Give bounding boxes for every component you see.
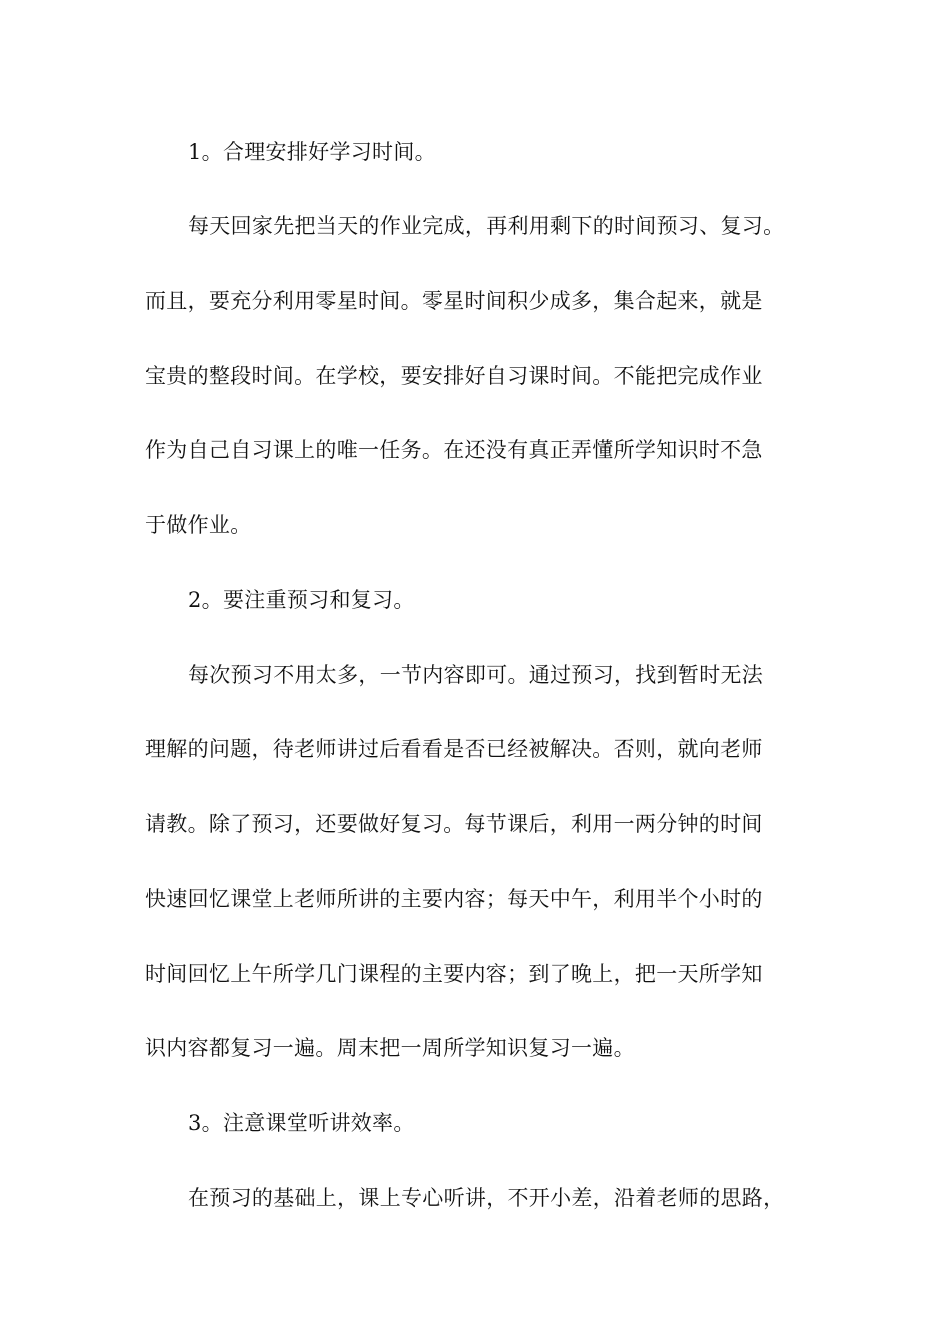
- paragraph-line: 时间回忆上午所学几门课程的主要内容；到了晚上，把一天所学知: [145, 962, 763, 986]
- paragraph-line: 作为自己自习课上的唯一任务。在还没有真正弄懂所学知识时不急: [145, 438, 763, 462]
- paragraph-line: 在预习的基础上，课上专心听讲，不开小差，沿着老师的思路，: [188, 1186, 785, 1210]
- paragraph-line: 每天回家先把当天的作业完成，再利用剩下的时间预习、复习。: [188, 214, 785, 238]
- heading-1: 1。合理安排好学习时间。: [188, 140, 436, 164]
- paragraph-line: 而且，要充分利用零星时间。零星时间积少成多，集合起来，就是: [145, 289, 763, 313]
- paragraph-line: 理解的问题，待老师讲过后看看是否已经被解决。否则，就向老师: [145, 737, 763, 761]
- paragraph-line: 于做作业。: [145, 513, 252, 537]
- heading-2: 2。要注重预习和复习。: [188, 588, 415, 612]
- paragraph-line: 每次预习不用太多，一节内容即可。通过预习，找到暂时无法: [188, 663, 764, 687]
- paragraph-line: 快速回忆课堂上老师所讲的主要内容；每天中午，利用半个小时的: [145, 887, 763, 911]
- paragraph-line: 宝贵的整段时间。在学校，要安排好自习课时间。不能把完成作业: [145, 364, 763, 388]
- paragraph-line: 请教。除了预习，还要做好复习。每节课后，利用一两分钟的时间: [145, 812, 763, 836]
- heading-3: 3。注意课堂听讲效率。: [188, 1111, 415, 1135]
- paragraph-line: 识内容都复习一遍。周末把一周所学知识复习一遍。: [145, 1036, 635, 1060]
